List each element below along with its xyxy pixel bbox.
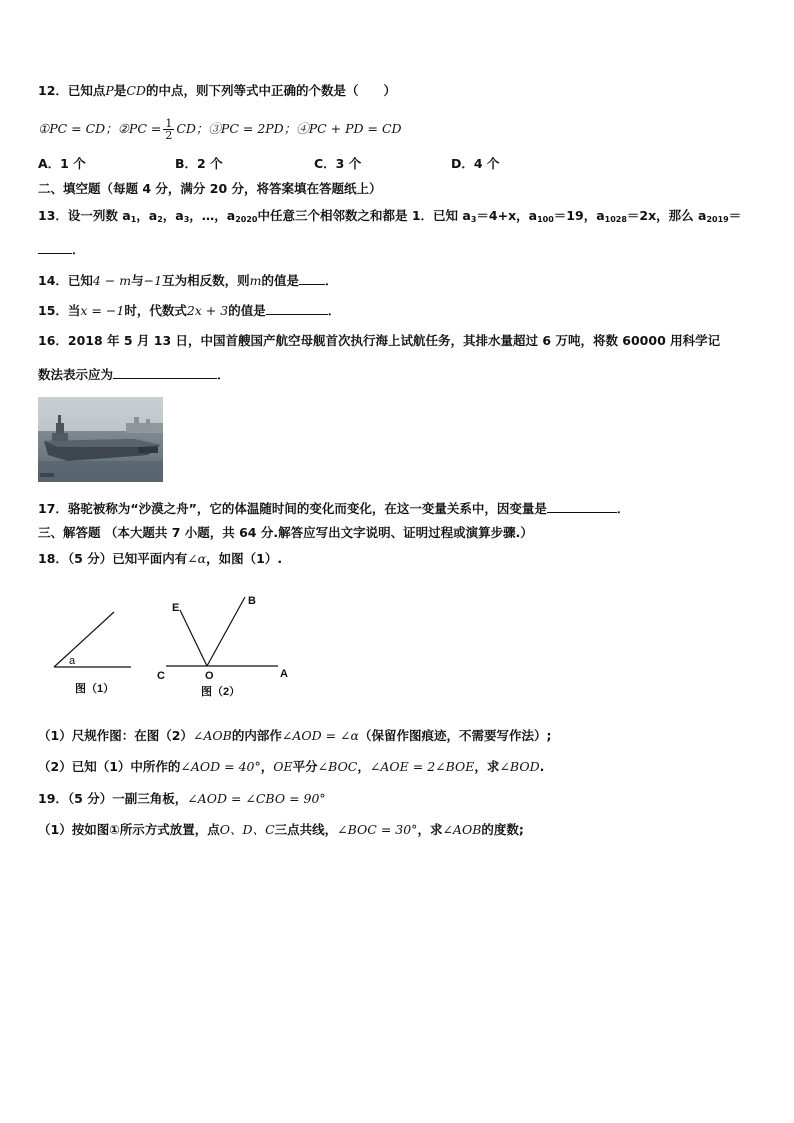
q13-answer-blank[interactable]: [38, 241, 72, 254]
q16-stem-line2: 数法表示应为 ．: [38, 367, 230, 382]
fraction-one-half: $\frac{1}{2}$: [165, 117, 173, 142]
q13-stem: 13．设一列数 $a_1$，$a_2$，$a_3$，…，$a_{2020}$中任意三个相邻数之和都是 1．已知 $a_3=4+x$，$a_{100}=19$，$a_{1028}=2x$，那么 $a_{2019}=$: [38, 208, 742, 224]
q12-choice-a: A．1 个: [38, 156, 86, 171]
figure-2-label-o: O: [205, 670, 214, 682]
q14-stem: 14．已知4 − m与−1互为相反数，则m的值是 ．: [38, 273, 338, 288]
q12-choice-b: B．2 个: [175, 156, 223, 171]
section-solutions-heading: 三、解答题 （本大题共 7 小题，共 64 分.解答应写出文字说明、证明过程或演算步骤.）: [38, 525, 533, 540]
q12-stem: 12．已知点P是CD的中点，则下列等式中正确的个数是（ ）: [38, 83, 396, 98]
figure-1-caption: 图（1）: [75, 683, 115, 695]
q18-part2: （2）已知（1）中所作的∠AOD = 40°，OE平分∠BOC，∠AOE = 2∠BOE，求∠BOD.: [38, 759, 545, 774]
q17-stem: 17．骆驼被称为“沙漠之舟”，它的体温随时间的变化而变化，在这一变量关系中，因变量是 ．: [38, 501, 630, 516]
q12-choice-c: C．3 个: [314, 156, 362, 171]
figure-2-caption: 图（2）: [201, 686, 241, 698]
q12-choice-d: D．4 个: [451, 156, 500, 171]
figure-1-angle-label: a: [69, 655, 76, 667]
section-fill-in-heading: 二、填空题（每题 4 分，满分 20 分，将答案填在答题纸上）: [38, 181, 382, 196]
aircraft-carrier-photo: [38, 397, 163, 482]
q18-part1: （1）尺规作图：在图（2）∠AOB的内部作∠AOD = ∠α（保留作图痕迹，不需要写作法）;: [38, 728, 552, 743]
figure-2-label-a: A: [280, 668, 288, 680]
q19-part1: （1）按如图①所示方式放置，点O、D、C三点共线，∠BOC = 30°，求∠AOB的度数;: [38, 822, 524, 837]
figure-2-label-c: C: [157, 670, 165, 682]
figure-2-label-b: B: [248, 595, 256, 607]
figure-2-angle-aob: [157, 595, 288, 698]
figure-1-angle-alpha: [54, 612, 131, 695]
q14-answer-blank[interactable]: [299, 272, 325, 285]
q16-stem-line1: 16．2018 年 5 月 13 日，中国首艘国产航空母舰首次执行海上试航任务，其排水量超过 6 万吨，将数 60000 用科学记: [38, 333, 721, 348]
q19-stem: 19．（5 分）一副三角板，∠AOD = ∠CBO = 90°: [38, 791, 326, 806]
q18-stem: 18．（5 分）已知平面内有∠α，如图（1）.: [38, 551, 283, 566]
q17-answer-blank[interactable]: [547, 500, 617, 513]
q12-options: ①PC = CD；②PC = $\frac{1}{2}$ CD；③PC = 2PD；④PC + PD = CD: [38, 117, 402, 142]
q13-answer-line: ．: [38, 241, 85, 258]
q16-answer-blank[interactable]: [113, 366, 217, 379]
figure-2-label-e: E: [172, 602, 180, 614]
q15-answer-blank[interactable]: [266, 302, 328, 315]
q15-stem: 15．当x = −1时，代数式2x + 3的值是 ．: [38, 303, 341, 318]
q18-figures: [38, 585, 338, 714]
